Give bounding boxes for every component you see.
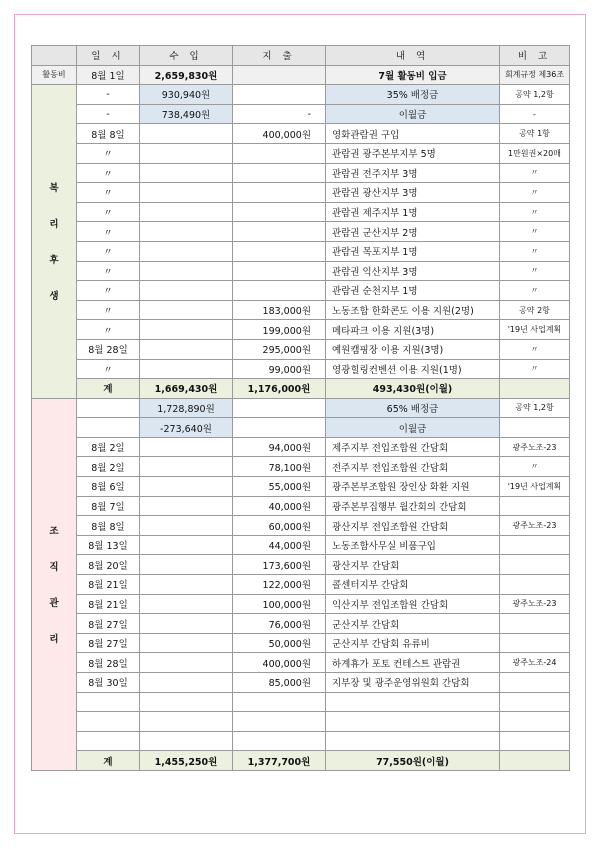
expense-cell: 44,000원 (233, 535, 326, 555)
date-cell: 8월 8일 (77, 516, 140, 536)
table-row (32, 712, 570, 732)
table-row (32, 535, 570, 555)
income-cell: -273,640원 (140, 418, 233, 438)
note-cell: 〃 (500, 261, 570, 281)
note-cell: 공약 2항 (500, 300, 570, 320)
date-cell (77, 418, 140, 438)
income-cell (140, 477, 233, 497)
income-cell (140, 202, 233, 222)
category-char: 후 (49, 255, 59, 267)
note-cell (500, 673, 570, 693)
total-note (500, 751, 570, 771)
table-row (32, 398, 570, 418)
table-row (32, 437, 570, 457)
note-cell: '19년 사업계획 (500, 477, 570, 497)
description-cell: 광산지부 전입조합원 간담회 (326, 516, 500, 536)
expense-cell (233, 241, 326, 261)
description-cell: 35% 배정금 (326, 85, 500, 105)
income-cell (140, 614, 233, 634)
note-cell: 공약 1,2항 (500, 85, 570, 105)
table-row (32, 339, 570, 359)
note-cell: 공약 1,2항 (500, 398, 570, 418)
description-cell: 이월금 (326, 104, 500, 124)
date-cell: 8월 13일 (77, 535, 140, 555)
table-row (32, 359, 570, 379)
description-cell: 관람권 순천지부 1명 (326, 281, 500, 301)
activity-row (32, 65, 570, 85)
expense-cell (233, 281, 326, 301)
note-cell (500, 496, 570, 516)
header-cell: 내 역 (326, 46, 500, 66)
description-cell: 콜센터지부 간담회 (326, 575, 500, 595)
note-cell: 1만원권×20매 (500, 143, 570, 163)
expense-cell: - (233, 104, 326, 124)
date-cell: 8월 27일 (77, 614, 140, 634)
income-cell (140, 594, 233, 614)
income-cell: 930,940원 (140, 85, 233, 105)
note-cell: 〃 (500, 241, 570, 261)
date-cell: 〃 (77, 261, 140, 281)
income-cell (140, 163, 233, 183)
total-expense: 1,176,000원 (233, 379, 326, 399)
header-cell: 수 입 (140, 46, 233, 66)
total-income: 1,669,430원 (140, 379, 233, 399)
date-cell (77, 731, 140, 751)
table-row (32, 281, 570, 301)
date-cell (77, 398, 140, 418)
income-cell (140, 222, 233, 242)
expense-cell: 99,000원 (233, 359, 326, 379)
income-cell: 738,490원 (140, 104, 233, 124)
table-row (32, 477, 570, 497)
description-cell: 관람권 군산지부 2명 (326, 222, 500, 242)
expense-cell (233, 183, 326, 203)
date-cell: 8월 30일 (77, 673, 140, 693)
date-cell: 〃 (77, 202, 140, 222)
income-cell (140, 300, 233, 320)
description-cell: 지부장 및 광주운영위원회 간담회 (326, 673, 500, 693)
date-cell: 8월 8일 (77, 124, 140, 144)
income-cell (140, 124, 233, 144)
expense-cell: 55,000원 (233, 477, 326, 497)
table-row (32, 555, 570, 575)
note-cell: 광주노조-24 (500, 653, 570, 673)
income-cell: 1,728,890원 (140, 398, 233, 418)
note-cell: 광주노조-23 (500, 437, 570, 457)
note-cell: 〃 (500, 457, 570, 477)
description-cell: 영화관람권 구입 (326, 124, 500, 144)
income-cell (140, 241, 233, 261)
note-cell: 〃 (500, 222, 570, 242)
note-cell: 〃 (500, 183, 570, 203)
description-cell (326, 692, 500, 712)
date-cell (77, 712, 140, 732)
note-cell (500, 575, 570, 595)
note-cell: 〃 (500, 281, 570, 301)
description-cell: 전주지부 전입조합원 간담회 (326, 457, 500, 477)
expense-cell (233, 418, 326, 438)
income-cell (140, 457, 233, 477)
description-cell: 군산지부 간담회 유류비 (326, 633, 500, 653)
date-cell: 〃 (77, 222, 140, 242)
date-cell: 〃 (77, 359, 140, 379)
expense-cell: 60,000원 (233, 516, 326, 536)
income-cell (140, 673, 233, 693)
table-row (32, 143, 570, 163)
income-cell (140, 261, 233, 281)
date-cell: 8월 21일 (77, 594, 140, 614)
expense-cell: 50,000원 (233, 633, 326, 653)
description-cell: 광산지부 간담회 (326, 555, 500, 575)
note-cell: '19년 사업계획 (500, 320, 570, 340)
expense-cell (233, 261, 326, 281)
date-cell: 8월 2일 (77, 457, 140, 477)
organization-total-row (32, 751, 570, 771)
income-cell (140, 535, 233, 555)
expense-cell: 122,000원 (233, 575, 326, 595)
header-cell: 지 출 (233, 46, 326, 66)
note-cell (500, 731, 570, 751)
income-cell (140, 437, 233, 457)
income-cell (140, 359, 233, 379)
date-cell: 8월 21일 (77, 575, 140, 595)
category-char: 리 (49, 634, 59, 646)
total-expense: 1,377,700원 (233, 751, 326, 771)
description-cell: 광주본부집행부 월간회의 간담회 (326, 496, 500, 516)
table-row (32, 183, 570, 203)
expense-cell: 183,000원 (233, 300, 326, 320)
table-row (32, 85, 570, 105)
expense-cell: 100,000원 (233, 594, 326, 614)
description-cell: 광주본부조합원 장인상 화환 지원 (326, 477, 500, 497)
date-cell: 〃 (77, 183, 140, 203)
income-cell (140, 555, 233, 575)
description-cell: 영광힐링컨벤션 이용 지원(1명) (326, 359, 500, 379)
category-char: 생 (49, 291, 59, 303)
note-cell: - (500, 104, 570, 124)
description-cell: 관람권 목포지부 1명 (326, 241, 500, 261)
expense-cell (233, 143, 326, 163)
date-cell (77, 692, 140, 712)
total-note (500, 379, 570, 399)
date-cell: - (77, 85, 140, 105)
note-cell: 공약 1항 (500, 124, 570, 144)
income-cell (140, 339, 233, 359)
expense-cell: 199,000원 (233, 320, 326, 340)
note-cell (500, 555, 570, 575)
category-char: 조 (49, 526, 59, 538)
expense-cell (233, 712, 326, 732)
ledger-table (31, 45, 570, 771)
expense-cell: 78,100원 (233, 457, 326, 477)
expense-cell (233, 202, 326, 222)
header-cell: 일 시 (77, 46, 140, 66)
expense-cell (233, 163, 326, 183)
expense-cell (233, 731, 326, 751)
description-cell: 노동조합 한화콘도 이용 지원(2명) (326, 300, 500, 320)
description-cell: 관람권 제주지부 1명 (326, 202, 500, 222)
expense-cell (233, 398, 326, 418)
table-row (32, 516, 570, 536)
description-cell: 제주지부 전입조합원 간담회 (326, 437, 500, 457)
description-cell: 메타파크 이용 지원(3명) (326, 320, 500, 340)
date-cell: 〃 (77, 300, 140, 320)
income-cell (140, 320, 233, 340)
table-row (32, 457, 570, 477)
expense-cell: 400,000원 (233, 124, 326, 144)
table-row (32, 594, 570, 614)
date-cell: 8월 1일 (77, 65, 140, 85)
description-cell: 이월금 (326, 418, 500, 438)
income-cell (140, 692, 233, 712)
table-row (32, 614, 570, 634)
description-cell: 하계휴가 포토 컨테스트 관람권 (326, 653, 500, 673)
expense-cell: 76,000원 (233, 614, 326, 634)
description-cell (326, 712, 500, 732)
income-cell (140, 516, 233, 536)
description-cell: 익산지부 전입조합원 간담회 (326, 594, 500, 614)
table-row (32, 633, 570, 653)
expense-cell (233, 85, 326, 105)
income-cell (140, 575, 233, 595)
note-cell: 광주노조-23 (500, 594, 570, 614)
date-cell: 8월 2일 (77, 437, 140, 457)
header-row (32, 46, 570, 66)
date-cell: 8월 28일 (77, 339, 140, 359)
table-row (32, 241, 570, 261)
expense-cell: 85,000원 (233, 673, 326, 693)
note-cell: 회계규정 제36조 (500, 65, 570, 85)
table-row (32, 496, 570, 516)
note-cell: 〃 (500, 163, 570, 183)
note-cell: 〃 (500, 339, 570, 359)
table-row (32, 653, 570, 673)
total-label: 계 (77, 379, 140, 399)
table-row (32, 222, 570, 242)
expense-cell (233, 692, 326, 712)
note-cell (500, 418, 570, 438)
income-cell (140, 281, 233, 301)
date-cell: 〃 (77, 163, 140, 183)
income-cell (140, 496, 233, 516)
table-row (32, 104, 570, 124)
header-cell: 비 고 (500, 46, 570, 66)
table-row (32, 731, 570, 751)
date-cell: 〃 (77, 320, 140, 340)
activity-label: 활동비 (32, 65, 77, 85)
note-cell (500, 692, 570, 712)
date-cell: 8월 6일 (77, 477, 140, 497)
expense-cell: 40,000원 (233, 496, 326, 516)
description-cell: 예원캠핑장 이용 지원(3명) (326, 339, 500, 359)
date-cell: 〃 (77, 281, 140, 301)
description-cell (326, 731, 500, 751)
expense-cell: 295,000원 (233, 339, 326, 359)
income-cell: 2,659,830원 (140, 65, 233, 85)
table-row (32, 261, 570, 281)
date-cell: - (77, 104, 140, 124)
income-cell (140, 633, 233, 653)
note-cell (500, 535, 570, 555)
description-cell: 노동조합사무실 비품구입 (326, 535, 500, 555)
welfare-category-cell (32, 85, 77, 399)
total-income: 1,455,250원 (140, 751, 233, 771)
table-row (32, 300, 570, 320)
table-row (32, 418, 570, 438)
income-cell (140, 143, 233, 163)
table-row (32, 124, 570, 144)
date-cell: 8월 28일 (77, 653, 140, 673)
description-cell: 관람권 광주본부지부 5명 (326, 143, 500, 163)
income-cell (140, 183, 233, 203)
date-cell: 〃 (77, 143, 140, 163)
expense-cell: 173,600원 (233, 555, 326, 575)
total-balance: 493,430원(이월) (326, 379, 500, 399)
category-char: 리 (49, 219, 59, 231)
income-cell (140, 731, 233, 751)
note-cell: 〃 (500, 202, 570, 222)
income-cell (140, 712, 233, 732)
description-cell: 관람권 전주지부 3명 (326, 163, 500, 183)
total-balance: 77,550원(이월) (326, 751, 500, 771)
welfare-total-row (32, 379, 570, 399)
table-row (32, 673, 570, 693)
table-row (32, 202, 570, 222)
note-cell (500, 712, 570, 732)
note-cell (500, 614, 570, 634)
category-char: 직 (49, 562, 59, 574)
note-cell: 광주노조-23 (500, 516, 570, 536)
expense-cell (233, 222, 326, 242)
date-cell: 8월 20일 (77, 555, 140, 575)
expense-cell (233, 65, 326, 85)
description-cell: 군산지부 간담회 (326, 614, 500, 634)
expense-cell: 400,000원 (233, 653, 326, 673)
table-row (32, 575, 570, 595)
table-row (32, 692, 570, 712)
date-cell: 8월 7일 (77, 496, 140, 516)
expense-cell: 94,000원 (233, 437, 326, 457)
description-cell: 관람권 광산지부 3명 (326, 183, 500, 203)
total-label: 계 (77, 751, 140, 771)
date-cell: 〃 (77, 241, 140, 261)
note-cell: 〃 (500, 359, 570, 379)
description-cell: 7월 활동비 입금 (326, 65, 500, 85)
category-char: 관 (49, 598, 59, 610)
category-char: 복 (49, 183, 59, 195)
note-cell (500, 633, 570, 653)
organization-category-cell (32, 398, 77, 770)
income-cell (140, 653, 233, 673)
description-cell: 65% 배정금 (326, 398, 500, 418)
date-cell: 8월 27일 (77, 633, 140, 653)
description-cell: 관람권 익산지부 3명 (326, 261, 500, 281)
table-row (32, 163, 570, 183)
table-row (32, 320, 570, 340)
header-corner-cell (32, 46, 77, 66)
